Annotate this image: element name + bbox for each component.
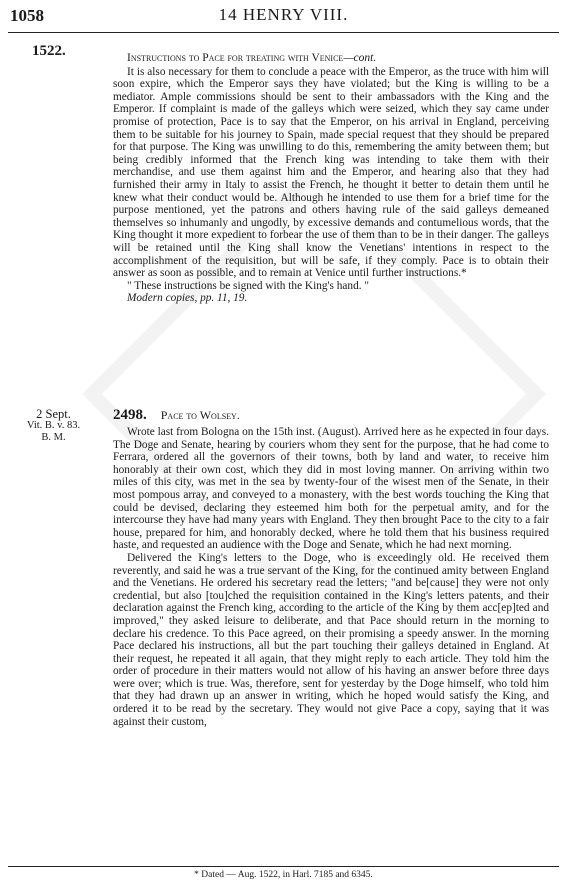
- header-rule: [8, 32, 559, 33]
- entry-title: Pace to Wolsey.: [160, 408, 240, 422]
- instructions-section: [113, 52, 549, 305]
- entry-margin-note: [6, 408, 101, 444]
- footnote-rule: [8, 866, 559, 867]
- manuscript-reference: Vit. B. v. 83.: [26, 420, 81, 431]
- entry-heading: [113, 407, 240, 424]
- repository-reference: B. M.: [41, 432, 66, 443]
- section-heading-suffix: —cont.: [343, 52, 377, 64]
- running-title: 14 HENRY VIII.: [218, 5, 349, 24]
- source-note: Modern copies, pp. 11, 19.: [127, 292, 248, 305]
- page-number: 1058: [10, 6, 44, 25]
- footnote: * Dated — Aug. 1522, in Harl. 7185 and 6345.: [194, 870, 373, 880]
- letter-paragraph: Wrote last from Bologna on the 15th inst. (August). Arrived here as he expected in four days. The Doge and Senate, hearing by couriers whom they sent for the purpose, that he had come to Ferrara, ordered all the governors of their towns, both by land and water, to receive him honorably at their own cost, which they did in most loving manner. On arriving within two miles of this city, was met in the sea by twenty-four of the wisest men of the Senate, in their most pompous array, and conveyed to a monastery, with the best words touching the King that could be devised, declaring they esteemed him both for the perpetual amity, and for the intercourse they have had many years with England. They then brought Pace to the city to a fair house, prepared for him, and honorably decked, where he told them that his business required haste, and requested an audience with the Doge and Senate, which he had next morning.: [113, 426, 549, 552]
- signature-note: " These instructions be signed with the King's hand. ": [127, 279, 369, 292]
- section-heading-title: Instructions to Pace for treating with Venice: [127, 52, 344, 64]
- year-label: 1522.: [32, 43, 66, 59]
- letter-paragraph: Delivered the King's letters to the Doge, who is exceedingly old. He received them reverently, and said he was a true servant of the King, for the continued amity between England and the Venetians. He ordered his secretary read the letters; "and be[cause] they were not only credential, but also [tou]ched the requisition contained in the King's letters patents, and their declaration against the French king, according to the article of the King by them acc[ep]ted and improved," they asked leisure to deliberate, and that Pace should return in the morning to declare his credence. To this Pace agreed, on their promising a speedy answer. In the morning Pace declared his instructions, all but the part touching their galleys detained in England. At their request, he repeated it all again, that they might reply to each article. They told him the order of procedure in their matters would not allow of his having an answer before three days were over; which is true. Was, therefore, sent for yesterday by the Doge himself, who told him that they had drawn up an answer in writing, which he hoped would satisfy the King, and ordered it to be read by the secretary. They would not give Pace a copy, saying that it was against their custom,: [113, 551, 549, 728]
- section-heading: [113, 52, 549, 65]
- entry-date: 2 Sept.: [36, 407, 71, 421]
- letter-body: [113, 426, 549, 728]
- entry-number: 2498.: [113, 407, 147, 423]
- section-paragraph: It is also necessary for them to conclude a peace with the Emperor, as the truce with him will soon expire, which the Emperor says they have violated; but the King is willing to be a mediator. Ample commissions should be sent to their ambassadors with the King and the Emperor. If complaint is made of the galleys which were seized, which they say came under promise of protection, Pace is to say that the Emperor, on his arrival in England, perceiving them to be suitable for his journey to Spain, made special request that they should be prepared for that purpose. The King was unwilling to do this, remembering the amity between them; but being credibly informed that the French king was intending to take them with their merchandise, and use them against him and the Emperor, and hearing also that they had furnished their army in Italy to assist the French, he thought it better to detain them until he knew what their conduct would be. Although he intended to use them for a brief time for the purpose mentioned, yet the patrons and others having rule of the said galleys demeaned themselves so inhumanly and ungodly, by excessive demands and contumelious words, that the King thought it more expedient to forbear the use of them than to be in their danger. The galleys will be retained until the King shall know the Venetians' intentions in respect to the accomplishment of the requisition, but will be safe, if they comply. Pace is to obtain their answer as soon as possible, and to remain at Venice until further instructions.*: [113, 65, 549, 280]
